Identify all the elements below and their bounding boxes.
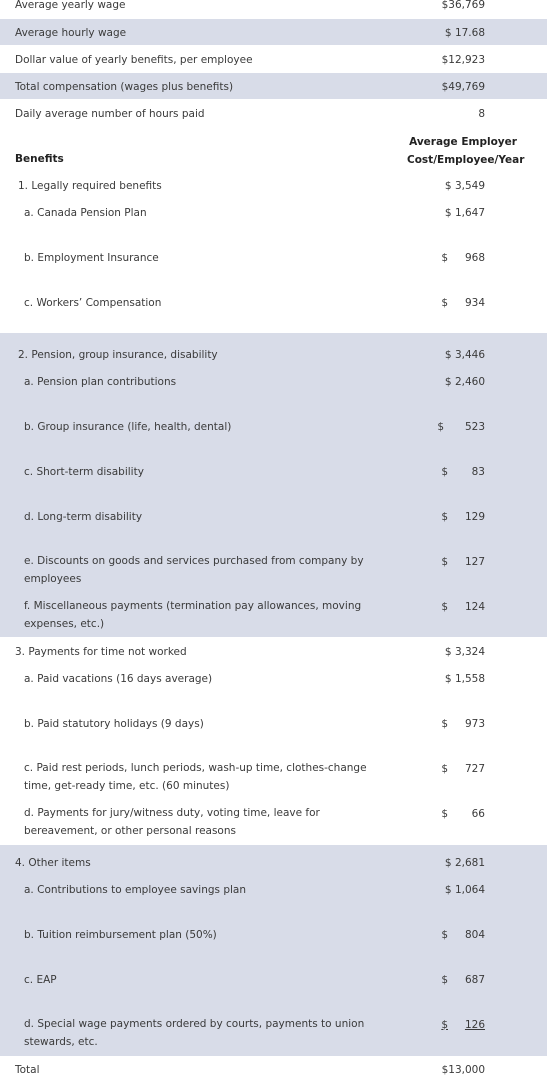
item-label: c. Short-term disability [24, 466, 144, 478]
item-amount: 66 [471, 808, 485, 820]
item-amount: $ 1,064 [444, 884, 485, 896]
summary-value: 8 [478, 108, 485, 120]
section-title: 2. Pension, group insurance, disability [18, 349, 218, 361]
item-amount: $ 1,647 [444, 207, 485, 219]
benefits-heading: Benefits [15, 153, 64, 165]
item-dollar-sign: $ [441, 466, 448, 478]
summary-row [0, 0, 547, 18]
summary-row [0, 100, 547, 126]
item-dollar-sign: $ [441, 511, 448, 523]
item-label: a. Contributions to employee savings plan [24, 884, 246, 896]
section-other-items [0, 845, 547, 1056]
item-amount: 973 [464, 718, 485, 730]
section-title: 3. Payments for time not worked [15, 646, 187, 658]
summary-value: $49,769 [441, 81, 485, 93]
item-dollar-sign: $ [441, 252, 448, 264]
item-amount: 127 [464, 556, 485, 568]
item-label: a. Canada Pension Plan [24, 207, 147, 219]
item-amount: 968 [464, 252, 485, 264]
summary-label: Average hourly wage [15, 27, 127, 39]
item-amount: 129 [464, 511, 485, 523]
section-pension-insurance [0, 333, 547, 637]
item-dollar-sign: $ [441, 601, 448, 613]
item-dollar-sign: $ [441, 974, 448, 986]
summary-value: $36,769 [441, 0, 485, 11]
total-label: Total [15, 1064, 40, 1076]
section-total: $ 3,324 [444, 646, 485, 658]
item-amount: 83 [471, 466, 485, 478]
item-amount: 687 [464, 974, 485, 986]
item-dollar-sign: $ [441, 1019, 448, 1031]
item-dollar-sign: $ [441, 297, 448, 309]
item-label: b. Tuition reimbursement plan (50%) [24, 929, 217, 941]
summary-row [0, 19, 547, 45]
cost-heading-line1: Average Employer [409, 136, 517, 148]
item-dollar-sign: $ [441, 718, 448, 730]
section-title: 4. Other items [15, 857, 91, 869]
section-total: $ 3,446 [444, 349, 485, 361]
item-label: d. Special wage payments ordered by courts, payments to union stewards, etc. [24, 1018, 365, 1048]
summary-label: Total compensation (wages plus benefits) [15, 81, 234, 93]
item-amount: 727 [464, 763, 485, 775]
section-legally-required [0, 172, 547, 332]
summary-label: Dollar value of yearly benefits, per employee [15, 54, 253, 66]
section-title: 1. Legally required benefits [18, 180, 162, 192]
item-label: e. Discounts on goods and services purchased from company by employees [24, 555, 364, 585]
item-dollar-sign: $ [441, 929, 448, 941]
summary-label: Average yearly wage [15, 0, 126, 11]
item-label: f. Miscellaneous payments (termination pay allowances, moving expenses, etc.) [24, 600, 362, 630]
summary-row [0, 46, 547, 72]
summary-label: Daily average number of hours paid [15, 108, 205, 120]
item-amount: 523 [464, 421, 485, 433]
item-label: d. Long-term disability [24, 511, 143, 523]
item-label: c. Paid rest periods, lunch periods, wash-up time, clothes-change time, get-ready time, etc. (60 minutes) [24, 762, 367, 792]
item-amount: 934 [464, 297, 485, 309]
total-row [0, 1057, 547, 1077]
item-amount: $ 2,460 [444, 376, 485, 388]
item-label: d. Payments for jury/witness duty, voting time, leave for bereavement, or other personal reasons [24, 807, 320, 837]
item-amount: $ 1,558 [444, 673, 485, 685]
summary-row [0, 73, 547, 99]
section-total: $ 3,549 [444, 180, 485, 192]
item-dollar-sign: $ [441, 763, 448, 775]
item-label: b. Paid statutory holidays (9 days) [24, 718, 204, 730]
item-label: a. Pension plan contributions [24, 376, 177, 388]
section-time-not-worked [0, 638, 547, 844]
item-label: c. Workers’ Compensation [24, 297, 162, 309]
summary-value: $12,923 [441, 54, 485, 66]
summary-value: $ 17.68 [444, 27, 485, 39]
item-label: a. Paid vacations (16 days average) [24, 673, 213, 685]
item-dollar-sign: $ [441, 808, 448, 820]
item-label: b. Group insurance (life, health, dental) [24, 421, 232, 433]
item-amount: 804 [464, 929, 485, 941]
item-label: c. EAP [24, 974, 57, 986]
section-total: $ 2,681 [444, 857, 485, 869]
item-amount: 124 [464, 601, 485, 613]
total-value: $13,000 [441, 1064, 485, 1076]
cost-heading-line2: Cost/Employee/Year [407, 154, 525, 166]
item-dollar-sign: $ [441, 556, 448, 568]
cost-heading [407, 133, 525, 169]
table-header [0, 127, 547, 171]
item-amount: 126 [464, 1019, 485, 1031]
item-dollar-sign: $ [437, 421, 444, 433]
item-label: b. Employment Insurance [24, 252, 159, 264]
